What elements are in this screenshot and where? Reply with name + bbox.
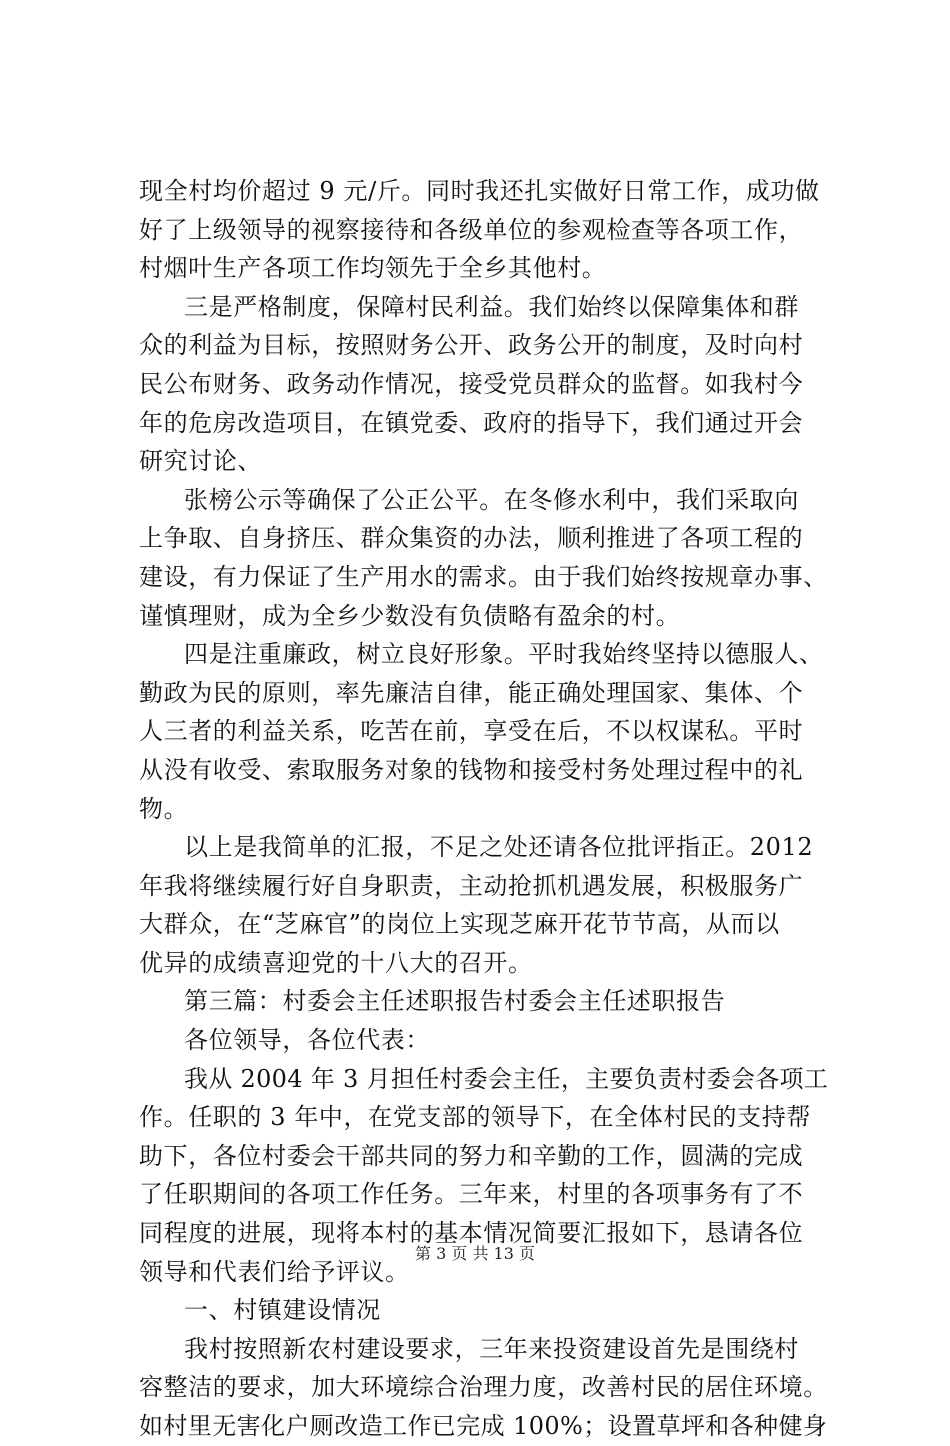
text-line: 同程度的进展，现将本村的基本情况简要汇报如下，恳请各位 xyxy=(139,1219,804,1248)
text-line: 年我将继续履行好自身职责，主动抢抓机遇发展，积极服务广 xyxy=(139,871,804,900)
text-line: 勤政为民的原则，率先廉洁自律，能正确处理国家、集体、个 xyxy=(139,678,804,707)
text-line: 如村里无害化户厕改造工作已完成 100%；设置草坪和各种健身 xyxy=(139,1412,828,1440)
text-line: 研究讨论、 xyxy=(139,447,262,476)
text-line: 建设，有力保证了生产用水的需求。由于我们始终按规章办事、 xyxy=(139,562,828,591)
text-line: 作。任职的 3 年中，在党支部的领导下，在全体村民的支持帮 xyxy=(139,1103,811,1132)
text-line: 四是注重廉政，树立良好形象。平时我始终坚持以德服人、 xyxy=(184,640,824,669)
text-line: 容整洁的要求，加大环境综合治理力度，改善村民的居住环境。 xyxy=(139,1373,828,1402)
text-line: 年的危房改造项目，在镇党委、政府的指导下，我们通过开会 xyxy=(139,408,804,437)
text-line: 我从 2004 年 3 月担任村委会主任，主要负责村委会各项工 xyxy=(184,1064,829,1093)
text-line: 大群众，在“芝麻官”的岗位上实现芝麻开花节节高，从而以 xyxy=(139,910,780,939)
text-line: 三是严格制度，保障村民利益。我们始终以保障集体和群 xyxy=(184,292,799,321)
text-line: 人三者的利益关系，吃苦在前，享受在后，不以权谋私。平时 xyxy=(139,717,804,746)
text-line: 了任职期间的各项工作任务。三年来，村里的各项事务有了不 xyxy=(139,1180,804,1209)
text-line: 现全村均价超过 9 元/斤。同时我还扎实做好日常工作，成功做 xyxy=(139,177,820,205)
text-line: 张榜公示等确保了公正公平。在冬修水利中，我们采取向 xyxy=(184,485,799,514)
text-line: 好了上级领导的视察接待和各级单位的参观检查等各项工作， xyxy=(139,215,804,244)
text-line: 领导和代表们给予评议。 xyxy=(139,1257,410,1286)
text-line: 各位领导，各位代表： xyxy=(184,1026,430,1055)
text-line: 众的利益为目标，按照财务公开、政务公开的制度，及时向村 xyxy=(139,331,804,360)
text-line: 从没有收受、索取服务对象的钱物和接受村务处理过程中的礼 xyxy=(139,755,804,784)
text-line: 第三篇：村委会主任述职报告村委会主任述职报告 xyxy=(184,987,726,1016)
text-line: 一、村镇建设情况 xyxy=(184,1296,381,1325)
text-line: 上争取、自身挤压、群众集资的办法，顺利推进了各项工程的 xyxy=(139,524,804,553)
text-line: 村烟叶生产各项工作均领先于全乡其他村。 xyxy=(139,254,607,283)
text-line: 民公布财务、政务动作情况，接受党员群众的监督。如我村今 xyxy=(139,369,804,398)
text-line: 我村按照新农村建设要求，三年来投资建设首先是围绕村 xyxy=(184,1334,799,1363)
text-line: 物。 xyxy=(139,794,189,823)
text-line: 以上是我简单的汇报，不足之处还请各位批评指正。2012 xyxy=(184,833,814,862)
text-line: 优异的成绩喜迎党的十八大的召开。 xyxy=(139,948,533,977)
text-line: 谨慎理财，成为全乡少数没有负债略有盈余的村。 xyxy=(139,601,681,630)
page-footer: 第 3 页 共 13 页 xyxy=(415,1244,535,1263)
text-line: 助下，各位村委会干部共同的努力和辛勤的工作，圆满的完成 xyxy=(139,1141,804,1170)
